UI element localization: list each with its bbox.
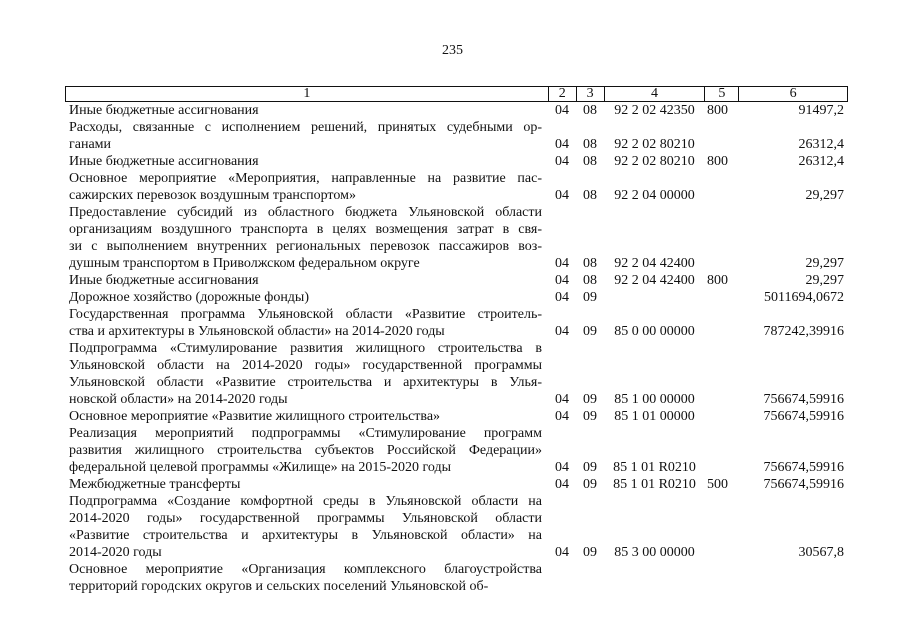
table-row [65, 476, 848, 493]
target-article-code: 85 1 00 00000 [614, 392, 695, 407]
target-article-code: 85 1 01 R0210 [613, 477, 696, 492]
subsection-code: 08 [583, 154, 597, 169]
table-row [65, 289, 848, 306]
row-description [65, 493, 548, 561]
section-code: 04 [555, 324, 569, 339]
description-line: новской области» на 2014-2020 годы [69, 392, 288, 407]
section-code: 04 [555, 290, 569, 305]
subsection-code: 09 [583, 409, 597, 424]
description-line: сажирских перевозок воздушным транспортом» [69, 188, 356, 203]
description-line: Иные бюджетные ассигнования [69, 103, 259, 118]
description-line: Подпрограмма «Создание комфортной среды в Ульяновской области на [69, 494, 542, 509]
row-description [65, 476, 548, 493]
expense-type-code: 500 [707, 477, 728, 492]
table-row [65, 493, 848, 561]
subsection-code: 09 [583, 545, 597, 560]
row-description [65, 408, 548, 425]
description-line: Ульяновской области «Развитие строительства и архитектуры в Улья- [69, 375, 542, 390]
subsection-code: 08 [583, 137, 597, 152]
section-code: 04 [555, 256, 569, 271]
description-line: территорий городских округов и сельских поселений Ульяновской об- [69, 579, 489, 594]
amount: 29,297 [805, 188, 844, 203]
description-line: Предоставление субсидий из областного бюджета Ульяновской области [69, 205, 542, 220]
section-code: 04 [555, 154, 569, 169]
section-code: 04 [555, 188, 569, 203]
header-col-4: 4 [604, 87, 705, 101]
description-line: Государственная программа Ульяновской области «Развитие строитель- [69, 307, 542, 322]
table-row [65, 204, 848, 272]
row-description [65, 102, 548, 119]
amount: 91497,2 [798, 103, 844, 118]
description-line: Основное мероприятие «Развитие жилищного строительства» [69, 409, 441, 424]
description-line: ства и архитектуры в Ульяновской области» на 2014-2020 годы [69, 324, 445, 339]
section-code: 04 [555, 409, 569, 424]
row-description [65, 289, 548, 306]
header-col-3: 3 [576, 87, 604, 101]
description-line: 2014-2020 годы [69, 545, 162, 560]
header-col-5: 5 [704, 87, 738, 101]
target-article-code: 85 0 00 00000 [614, 324, 695, 339]
description-line: душным транспортом в Приволжском федеральном округе [69, 256, 420, 271]
section-code: 04 [555, 477, 569, 492]
row-description [65, 170, 548, 204]
amount: 29,297 [805, 273, 844, 288]
table-row [65, 102, 848, 119]
table-row [65, 425, 848, 476]
target-article-code: 92 2 04 00000 [614, 188, 695, 203]
description-line: Подпрограмма «Стимулирование развития жилищного строительства в [69, 341, 542, 356]
section-code: 04 [555, 103, 569, 118]
table-row [65, 340, 848, 408]
row-description [65, 425, 548, 476]
description-line: организациям воздушного транспорта в целях возмещения затрат в свя- [69, 222, 542, 237]
row-description [65, 119, 548, 153]
table-header [65, 86, 848, 102]
amount: 756674,59916 [763, 460, 844, 475]
row-description [65, 153, 548, 170]
header-col-6: 6 [738, 87, 847, 101]
amount: 756674,59916 [763, 392, 844, 407]
row-description [65, 306, 548, 340]
table-body [65, 102, 848, 595]
subsection-code: 08 [583, 188, 597, 203]
description-line: Основное мероприятие «Организация комплексного благоустройства [69, 562, 542, 577]
subsection-code: 08 [583, 103, 597, 118]
row-description [65, 204, 548, 272]
description-line: Иные бюджетные ассигнования [69, 273, 259, 288]
amount: 756674,59916 [763, 477, 844, 492]
description-line: «Развитие строительства и архитектуры в Ульяновской области» на [69, 528, 542, 543]
amount: 787242,39916 [763, 324, 844, 339]
expense-type-code: 800 [707, 103, 728, 118]
description-line: ганами [69, 137, 112, 152]
target-article-code: 85 1 01 R0210 [613, 460, 696, 475]
target-article-code: 92 2 04 42400 [614, 273, 695, 288]
page-number: 235 [442, 43, 463, 58]
amount: 29,297 [805, 256, 844, 271]
subsection-code: 09 [583, 392, 597, 407]
description-line: Основное мероприятие «Мероприятия, направленные на развитие пас- [69, 171, 542, 186]
amount: 26312,4 [798, 154, 844, 169]
expense-type-code: 800 [707, 273, 728, 288]
target-article-code: 92 2 04 42400 [614, 256, 695, 271]
description-line: федеральной целевой программы «Жилище» на 2015-2020 годы [69, 460, 452, 475]
subsection-code: 09 [583, 290, 597, 305]
header-col-2: 2 [548, 87, 576, 101]
subsection-code: 09 [583, 477, 597, 492]
target-article-code: 92 2 02 42350 [614, 103, 695, 118]
subsection-code: 09 [583, 460, 597, 475]
section-code: 04 [555, 273, 569, 288]
description-line: Реализация мероприятий подпрограммы «Стимулирование программ [69, 426, 542, 441]
table-row [65, 272, 848, 289]
table-row [65, 306, 848, 340]
target-article-code: 92 2 02 80210 [614, 137, 695, 152]
description-line: развития жилищного строительства субъектов Российской Федерации» [69, 443, 542, 458]
budget-table [65, 86, 848, 595]
row-description [65, 272, 548, 289]
table-row [65, 561, 848, 595]
section-code: 04 [555, 137, 569, 152]
header-col-1: 1 [303, 86, 311, 101]
amount: 756674,59916 [763, 409, 844, 424]
description-line: зи с выполнением внутренних региональных перевозок пассажиров воз- [69, 239, 542, 254]
amount: 5011694,0672 [764, 290, 844, 305]
table-row [65, 170, 848, 204]
description-line: Дорожное хозяйство (дорожные фонды) [69, 290, 310, 305]
description-line: Иные бюджетные ассигнования [69, 154, 259, 169]
target-article-code: 85 3 00 00000 [614, 545, 695, 560]
subsection-code: 08 [583, 273, 597, 288]
table-row [65, 408, 848, 425]
expense-type-code: 800 [707, 154, 728, 169]
description-line: Расходы, связанные с исполнением решений, принятых судебными ор- [69, 120, 542, 135]
amount: 26312,4 [798, 137, 844, 152]
amount: 30567,8 [798, 545, 844, 560]
subsection-code: 08 [583, 256, 597, 271]
row-description [65, 340, 548, 408]
description-line: 2014-2020 годы» государственной программы Ульяновской области [69, 511, 542, 526]
subsection-code: 09 [583, 324, 597, 339]
section-code: 04 [555, 460, 569, 475]
table-row [65, 153, 848, 170]
description-line: Ульяновской области на 2014-2020 годы» государственной программы [69, 358, 542, 373]
description-line: Межбюджетные трансферты [69, 477, 241, 492]
section-code: 04 [555, 392, 569, 407]
target-article-code: 92 2 02 80210 [614, 154, 695, 169]
row-description [65, 561, 548, 595]
target-article-code: 85 1 01 00000 [614, 409, 695, 424]
table-row [65, 119, 848, 153]
section-code: 04 [555, 545, 569, 560]
